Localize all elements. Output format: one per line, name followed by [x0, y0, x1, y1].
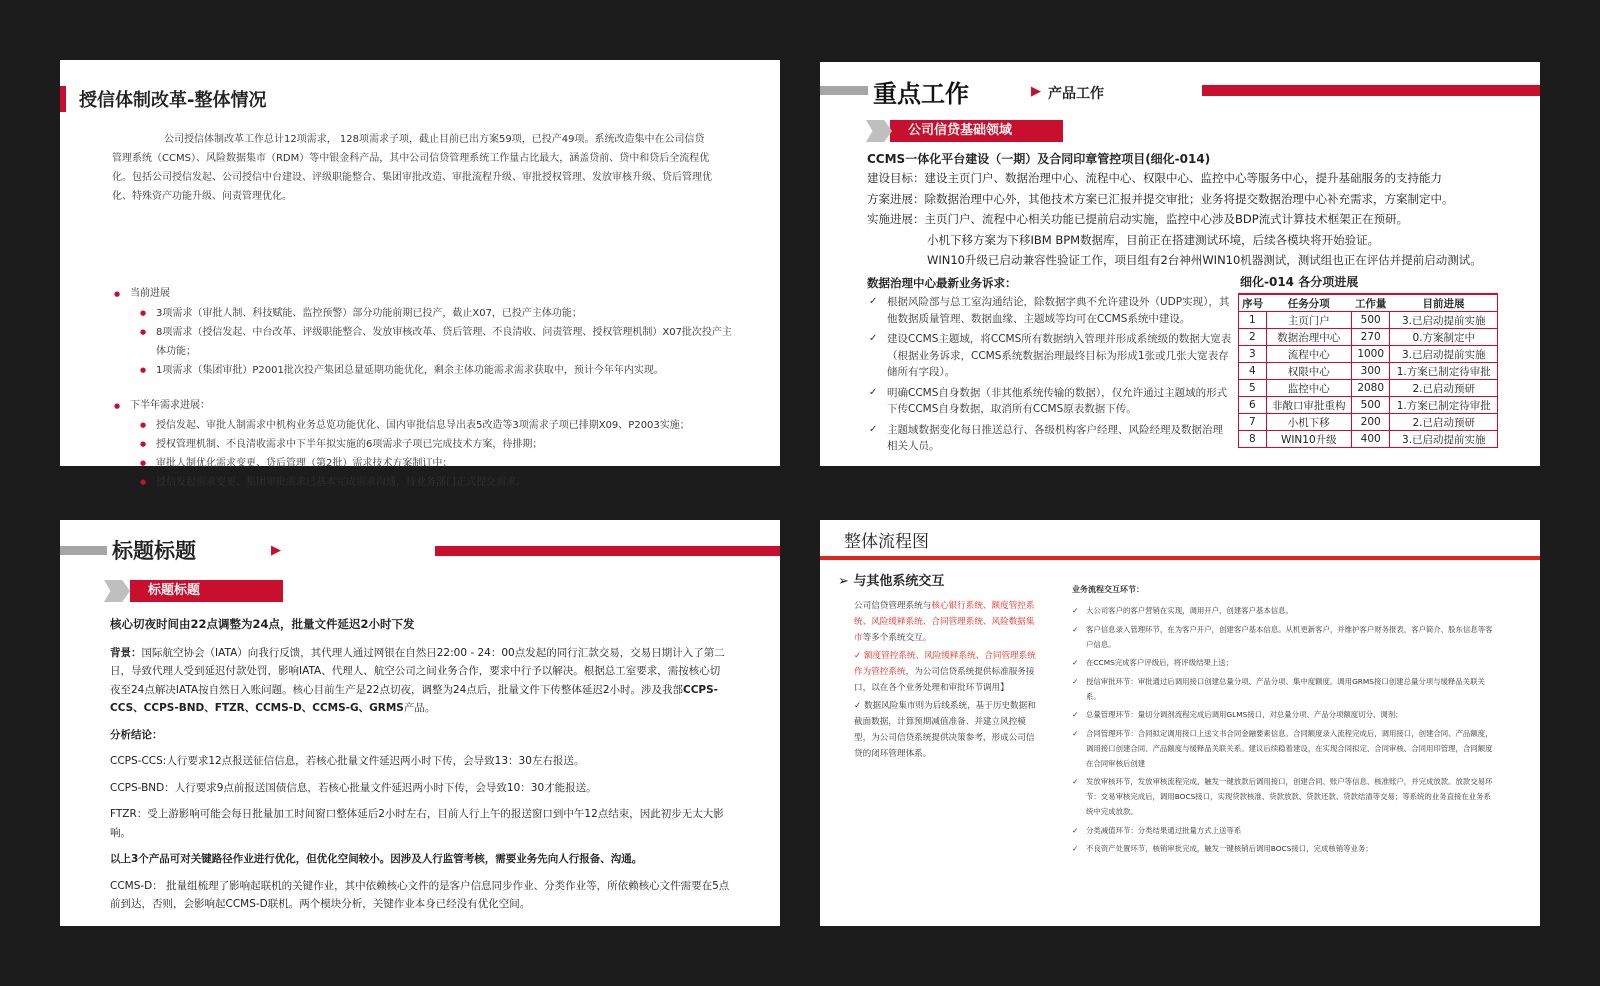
flow-item: ✓ 发放审核环节，发放审核流程完成，触发一键放款后调用接口，创建合同、账户等信息、核准账户，并完成放款。放款交易环节：交易审核完成后，调用BOCS接口，实现贷款核准、贷款放款、贷款还款、贷款结清等交易；等系统的业务直接在业务系统中完成放款。: [1072, 774, 1497, 819]
slide-subtitle: ➢ 与其他系统交互: [838, 574, 945, 589]
check-item: ✓ 根据风险部与总工室沟通结论，除数据字典不允许建设外（UDP实现），其他数据质量管理、数据血缘、主题域等均可在CCMS系统中建设。: [867, 294, 1233, 327]
slide-overview: [60, 60, 780, 488]
list-item: ● 审批人制优化需求变更、贷后管理（第2批）需求技术方案制订中；: [156, 454, 740, 473]
check-item: ✓ 数据风险集市则为后线系统，基于历史数据和截面数据，计算预期减值准备、并建立风控模型，为公司信贷系统提供决策参考，形成公司信贷的闭环管理体系。: [854, 701, 1036, 759]
summary-paragraph: 公司信贷管理系统与核心银行系统、额度管控系统、风险缓释系统、合同管理系统、风险数据集市等多个系统交互。: [854, 601, 1035, 643]
list-item: ● 3项需求（审批人制、科技赋能、监控预警）部分功能前期已投产，截止X07，已投产主体功能；: [156, 304, 740, 323]
conclusion: 以上3个产品可对关键路径作业进行优化，但优化空间较小。因涉及人行监管考核，需要业务先向人行报备、沟通。: [110, 853, 643, 865]
chevron-right-icon: [104, 580, 130, 602]
analysis-item: CCMS-D： 批量组梳理了影响起联机的关键作业，其中依赖核心文件的是客户信息同步作业、分类作业等，所依赖核心文件需要在5点前到达，否则，会影响起CCMS-D联机。两个模块分析，关键作业本身已经没有优化空间。: [110, 879, 730, 910]
analysis-item: CCPS-BND：人行要求9点前报送国债信息，若核心批量文件延迟两小时下传，会导致10：30才能报送。: [110, 781, 597, 794]
list-item: ● 授权管理机制、不良清收需求中下半年拟实施的6项需求子项已完成技术方案，待排期；: [156, 435, 740, 454]
table-row: 5 监控中心 2080 2.已启动预研: [1239, 380, 1498, 397]
detail-line: 建设目标：建设主页门户、数据治理中心、流程中心、权限中心、监控中心等服务中心，提升基础服务的支持能力: [867, 171, 1442, 185]
title-gray-bar: [60, 546, 107, 555]
data-center-heading: 数据治理中心最新业务诉求：: [867, 276, 1017, 290]
current-progress-section: [130, 284, 740, 380]
table-row: 8 WIN10升级 400 3.已启动提前实施: [1239, 431, 1498, 448]
title-red-bar: [435, 546, 780, 556]
project-details: [867, 168, 1517, 271]
slide-subtitle: 产品工作: [1048, 86, 1104, 102]
table-row: 4 权限中心 300 1.方案已制定待审批: [1239, 363, 1498, 380]
section-heading: ● 当前进展: [130, 284, 740, 304]
title-gray-bar: [820, 86, 868, 95]
detail-line: WIN10升级已启动兼容性验证工作，项目组有2台神州WIN10机器测试，测试组也正在评估并提前启动测试。: [927, 253, 1482, 267]
slide-body: [110, 615, 730, 922]
check-icon: ✓: [854, 701, 864, 711]
project-heading: CCMS一体化平台建设（一期）及合同印章管控项目(细化-014): [867, 152, 1211, 166]
check-item: ✓ 建设CCMS主题域，将CCMS所有数据纳入管理并形成系统级的数据大宽表（根据业务诉求，CCMS系统数据治理最终目标为形成1张或几张大宽表存储所有字段）。: [867, 331, 1233, 381]
flow-item: ✓ 客户信息录入管理环节，在为客户开户，创建客户基本信息。从机更新客户，并维护客户财务报表，客户简介、股东信息等客户信息。: [1072, 622, 1497, 652]
triangle-right-icon: ▶: [271, 543, 281, 558]
list-item: ● 授信发起需求变更、集团审批需求已基本完成需求沟通，待业务部门正式提交需求。: [156, 473, 740, 492]
headline: 核心切夜时间由22点调整为24点，批量文件延迟2小时下发: [110, 617, 415, 631]
requirements-checklist: [867, 294, 1233, 459]
slide-cutoff-adjustment: [60, 520, 780, 926]
second-half-section: [130, 396, 740, 492]
slide-key-work: [820, 62, 1540, 466]
slide-title: 整体流程图: [844, 532, 929, 552]
check-item: ✓ 主题域数据变化每日推送总行、各级机构客户经理、风险经理及数据治理相关人员。: [867, 422, 1233, 455]
summary-paragraph: 公司授信体制改革工作总计12项需求， 128项需求子项，截止目前已出方案59项，已投产49项。系统改造集中在公司信贷管理系统（CCMS）、风险数据集市（RDM）等中银金科产品，其中公司信贷管理系统工作量占比最大，涵盖贷前、贷中和贷后全流程优化。包括公司授信发起、公司授信中台建设、评级职能整合、集团审批改造、审批流程升级、审批授权管理、发放审核升级、贷后管理优化、特殊资产功能升级、问责管理优化。: [112, 134, 712, 202]
section-tag: 标题标题: [130, 580, 283, 602]
analysis-label: 分析结论：: [110, 728, 163, 741]
chevron-right-icon: [866, 120, 892, 142]
flow-item: ✓ 分类减值环节：分类结果通过批量方式上送等系: [1072, 823, 1497, 838]
table-title: 细化-014 各分项进展: [1240, 275, 1359, 289]
analysis-item: FTZR：受上游影响可能会每日批量加工时间窗口整体延后2小时左右，目前人行上午的报送窗口到中午12点结束，因此初步无太大影响。: [110, 808, 724, 839]
business-flow-list: [1072, 582, 1497, 860]
arrow-right-icon: ➢: [838, 574, 854, 589]
slide-process-flow: [820, 520, 1540, 926]
column-header: 目前进展: [1390, 294, 1498, 312]
flow-item: ✓ 授信审批环节：审批通过后调用接口创建总量分项、产品分项、集中度额度。调用GRMS接口创建总量分项与缓释品关联关系。: [1072, 674, 1497, 704]
progress-table: [1238, 293, 1498, 448]
title-red-bar: [1202, 85, 1540, 96]
detail-line: 方案进展：除数据治理中心外，其他技术方案已汇报并提交审批；业务将提交数据治理中心补充需求，方案制定中。: [867, 191, 1454, 206]
flow-item: ✓ 合同管理环节：合同拟定调用接口上送文书合同金融要素信息。合同额度录入流程完成后，调用接口，创建合同、产品额度，调用接口创建合同、产品额度与缓释品关联关系。建议后续稳着建设，在实现合同拟定、合同审核、合同用印管理，合同额度在合同审核后创建: [1072, 726, 1497, 771]
flow-heading: 业务流程交互环节：: [1072, 585, 1144, 594]
table-row: 2 数据治理中心 270 0.方案制定中: [1239, 329, 1498, 346]
slide-title: 重点工作: [873, 80, 969, 108]
check-icon: ✓: [854, 651, 864, 661]
column-header: 工作量: [1351, 294, 1390, 312]
detail-line: 小机下移方案为下移IBM BPM数据库，目前正在搭建测试环境，后续各模块将开始验证。: [927, 232, 1380, 247]
table-row: 3 流程中心 1000 3.已启动提前实施: [1239, 346, 1498, 363]
column-header: 任务分项: [1266, 294, 1351, 312]
table-row: 7 小机下移 200 2.已启动预研: [1239, 414, 1498, 431]
slide-title: 授信体制改革-整体情况: [79, 90, 267, 111]
column-header: 序号: [1239, 294, 1267, 312]
triangle-right-icon: ▶: [1031, 84, 1041, 99]
list-item: ● 授信发起、审批人制需求中机构业务总览功能优化、国内审批信息导出表5改造等3项需求子项已排期X09、P2003实施；: [156, 416, 740, 435]
flow-item: ✓ 在CCMS完成客户评级后，将评级结果上送；: [1072, 655, 1497, 670]
flow-item: ✓ 总量管理环节：量切分调剂流程完成后调用GLMS接口，对总量分项、产品分项额度切分、调剂；: [1072, 707, 1497, 722]
section-heading: ● 下半年需求进展：: [130, 396, 740, 416]
list-item: ● 1项需求（集团审批）P2001批次投产集团总量延期功能优化，剩余主体功能需求需求获取中，预计今年年内实现。: [156, 361, 740, 380]
title-accent-bar: [60, 86, 66, 112]
background-paragraph: 背景：国际航空协会（IATA）向我行反馈，其代理人通过网银在自然日22:00 - 24：00点发起的同行汇款交易，交易日期计入了第二日，导致代理人受到延迟付款处罚，影响IATA、代理人、航空公司之间业务合作，要求中行予以解决。根据总工室要求，需按核心切夜至24点解决IATA按自然日入账问题。核心目前生产是22点切夜，调整为24点后，批量文件下传整体延迟2小时。涉及我部CCPS-CCS、CCPS-BND、FTZR、CCMS-D、CCMS-G、GRMS产品。: [110, 646, 725, 714]
analysis-item: CCPS-CCS:人行要求12点报送征信信息，若核心批量文件延迟两小时下传，会导致13：30左右报送。: [110, 755, 585, 767]
slide-title: 标题标题: [112, 539, 196, 563]
list-item: ● 8项需求（授信发起、中台改革、评级职能整合、发放审核改革、贷后管理、不良清收、问责管理、授权管理机制）X07批次投产主体功能；: [156, 323, 740, 361]
flow-item: ✓ 大公司客户的客户营销在实现，调用开户，创建客户基本信息。: [1072, 603, 1497, 618]
interaction-summary: [854, 598, 1042, 762]
table-row: 1 主页门户 500 3.已启动提前实施: [1239, 312, 1498, 329]
check-item: ✓ 明确CCMS自身数据（非其他系统传输的数据），仅允许通过主题域的形式下传CCMS自身数据，取消所有CCMS原表数据下传。: [867, 385, 1233, 418]
section-tag: 公司信贷基础领域: [890, 120, 1063, 142]
title-underline: [820, 556, 1540, 560]
check-item: ✓ 额度管控系统、风险缓释系统、合同管理系统作为管控系统，为公司信贷系统提供标准服务接口，以在各个业务处理和审批环节调用】: [854, 651, 1036, 693]
detail-line: 实施进展：主页门户、流程中心相关功能已提前启动实施，监控中心涉及BDP流式计算技术框架正在预研。: [867, 212, 1409, 226]
table-row: 6 非敞口审批重构 500 1.方案已制定待审批: [1239, 397, 1498, 414]
flow-item: ✓ 不良资产处置环节，核销审批完成，触发一键核销后调用BOCS接口，完成核销等业务；: [1072, 841, 1497, 856]
